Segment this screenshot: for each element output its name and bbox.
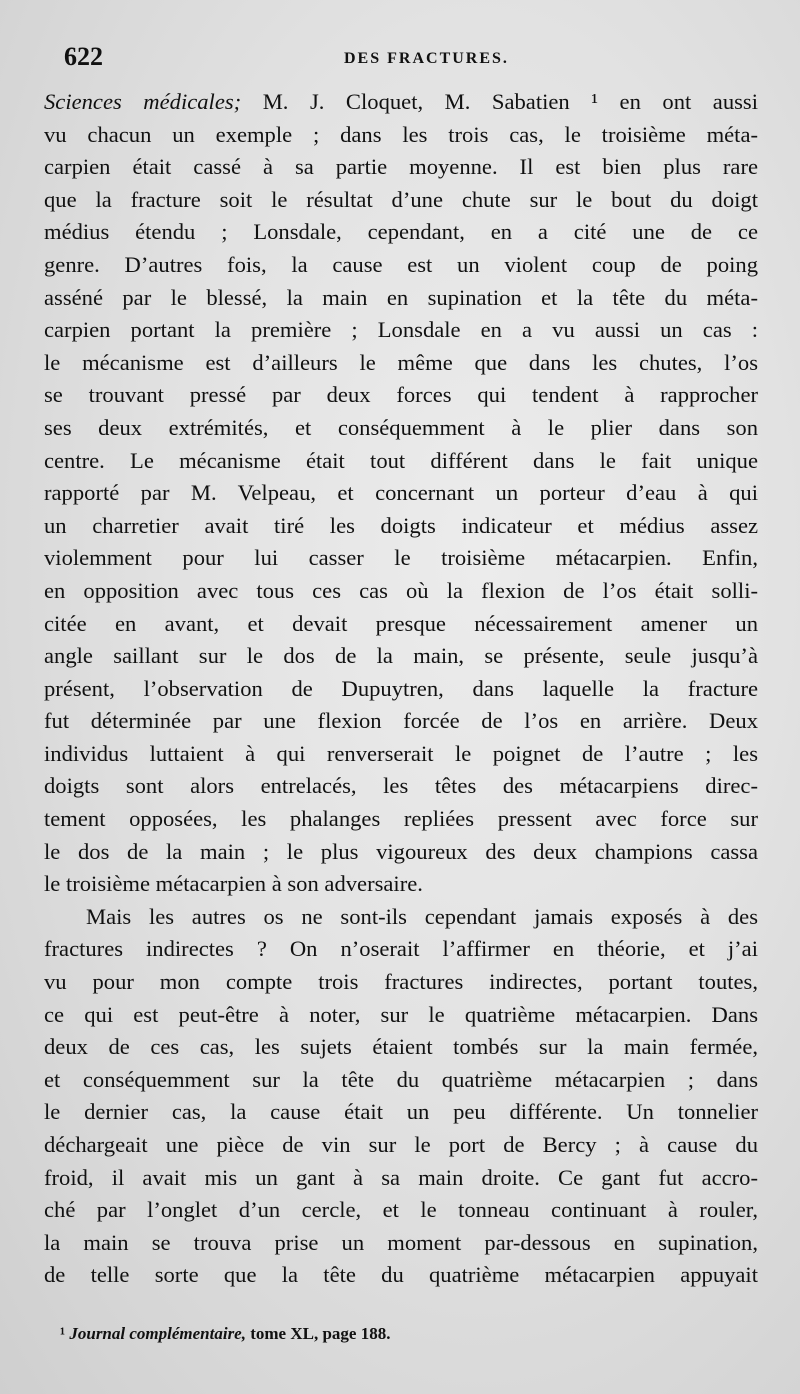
text-line: se trouvant pressé par deux forces qui tendent à rapprocher (44, 382, 758, 408)
text-line: asséné par le blessé, la main en supination et la tête du méta- (44, 284, 758, 310)
page-number: 622 (64, 42, 103, 71)
text-line: individus luttaient à qui renverserait le poignet de l’autre ; les (44, 740, 758, 766)
text-line: froid, il avait mis un gant à sa main droite. Ce gant fut accro- (44, 1164, 758, 1190)
text-line: et conséquemment sur la tête du quatrième métacarpien ; dans (44, 1066, 758, 1092)
running-head: DES FRACTURES. (344, 50, 509, 67)
text-line: la main se trouva prise un moment par-dessous en supination, (44, 1229, 758, 1255)
text-line: angle saillant sur le dos de la main, se présente, seule jusqu’à (44, 643, 758, 669)
text-line: le troisième métacarpien à son adversaire. (44, 871, 423, 897)
text-line: le dos de la main ; le plus vigoureux des deux champions cassa (44, 838, 758, 864)
text-line: tement opposées, les phalanges repliées pressent avec force sur (44, 806, 758, 832)
text-line: citée en avant, et devait presque nécessairement amener un (44, 610, 758, 636)
footnote-reference: tome XL, page 188. (245, 1324, 391, 1343)
text-line: deux de ces cas, les sujets étaient tombés sur la main fermée, (44, 1034, 758, 1060)
text-line: violemment pour lui casser le troisième métacarpien. Enfin, (44, 545, 758, 571)
page-header (64, 42, 764, 78)
body-text (44, 86, 758, 1292)
text-line: ce qui est peut-être à noter, sur le quatrième métacarpien. Dans (44, 1001, 758, 1027)
text-line: déchargeait une pièce de vin sur le port de Bercy ; à cause du (44, 1132, 758, 1157)
text-line: centre. Le mécanisme était tout différent dans le fait unique (44, 447, 758, 473)
text-line: Mais les autres os ne sont-ils cependant jamais exposés à des (86, 903, 758, 929)
text-line: vu pour mon compte trois fractures indirectes, portant toutes, (44, 969, 758, 995)
text-line: présent, l’observation de Dupuytren, dans laquelle la fracture (44, 675, 758, 701)
text-line: ses deux extrémités, et conséquemment à le plier dans son (44, 414, 758, 440)
text-line: que la fracture soit le résultat d’une chute sur le bout du doigt (44, 186, 758, 212)
footnote (60, 1324, 390, 1344)
text-line: le mécanisme est d’ailleurs le même que dans les chutes, l’os (44, 349, 758, 375)
text-line: un charretier avait tiré les doigts indicateur et médius assez (44, 512, 758, 538)
text-line: fractures indirectes ? On n’oserait l’affirmer en théorie, et j’ai (44, 936, 758, 962)
text-line: doigts sont alors entrelacés, les têtes des métacarpiens direc- (44, 773, 758, 799)
text-line: ché par l’onglet d’un cercle, et le tonneau continuant à rouler, (44, 1197, 758, 1223)
text-line: le dernier cas, la cause était un peu différente. Un tonnelier (44, 1099, 758, 1125)
footnote-title: Journal complémentaire, (69, 1324, 246, 1343)
text-line: carpien était cassé à sa partie moyenne. Il est bien plus rare (44, 154, 758, 180)
text-line: de telle sorte que la tête du quatrième métacarpien appuyait (44, 1262, 758, 1288)
text-line: en opposition avec tous ces cas où la flexion de l’os était solli- (44, 577, 758, 603)
footnote-marker: ¹ (60, 1324, 66, 1343)
text-line: carpien portant la première ; Lonsdale en a vu aussi un cas : (44, 317, 758, 343)
text-line: genre. D’autres fois, la cause est un violent coup de poing (44, 251, 758, 277)
text-line: Sciences médicales; M. J. Cloquet, M. Sabatien ¹ en ont aussi (44, 89, 758, 114)
text-line: fut déterminée par une flexion forcée de l’os en arrière. Deux (44, 708, 758, 734)
text-line: rapporté par M. Velpeau, et concernant un porteur d’eau à qui (44, 480, 758, 506)
text-line: vu chacun un exemple ; dans les trois cas, le troisième méta- (44, 121, 758, 147)
text-line: médius étendu ; Lonsdale, cependant, en a cité une de ce (44, 219, 758, 245)
